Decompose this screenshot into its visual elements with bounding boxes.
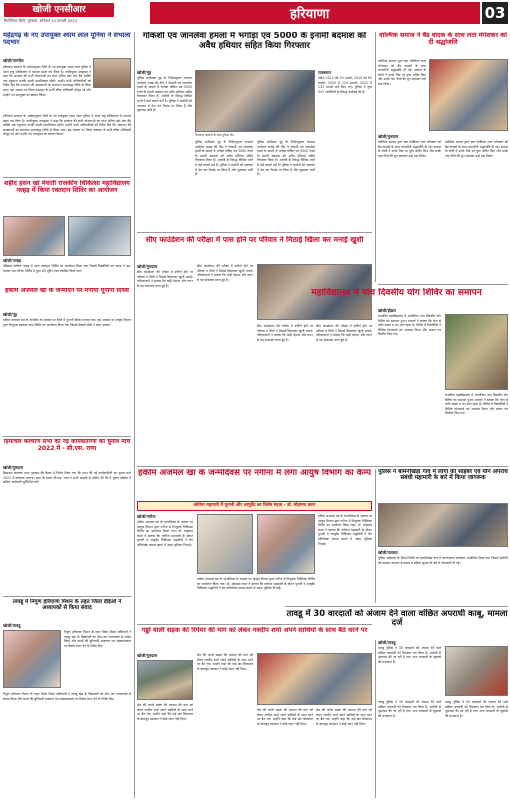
ca-body-col3: सीए फाउंडेशन की परीक्षा में उत्तीर्ण होने पर परिवार व मित्रों ने मिठाई खिलाकर खुशी मनाई। परिवारजनों ने बताया कि कड़ी मेहनत और लगन से यह सफलता प्राप्त हुई है। (257, 324, 313, 342)
teachers-meeting-photo (3, 630, 61, 688)
yoga-body-col2: राजकीय महाविद्यालय में आयोजित पांच दिवसीय योग शिविर का समापन हुआ। प्राचार्य ने बताया कि योग से शरीर स्वस्थ व मन शांत रहता है। शिविर में विद्यार्थियों ने विभिन्न योगासनों का अभ्यास किया और प्रमाण पत्र वितरित किए गए। (445, 393, 508, 416)
tavdu-headline: तावडू में 30 वारदातों को अंजाम देने वाला वांछित अपराधी काबू, मामला दर्ज (286, 609, 508, 628)
lead-body-col2: पुलिस अधीक्षक नूंह के निर्देशानुसार अपराध अन्वेषण शाखा की टीम ने गोकशी एवं जानलेवा हमले के मामले में भगोड़ा घोषित एवं 5000 रुपये के इनामी बदमाश को अवैध हथियार सहित गिरफ्तार किया है। आरोपी के विरुद्ध विभिन्न थानों में कई मामले दर्ज हैं। पुलिस ने आरोपी को अदालत में पेश कर रिमांड पर लिया है और पूछताछ जारी है। (195, 140, 253, 177)
yoga-story (378, 308, 508, 463)
article-body: हरियाणा सरकार के आदेशानुसार जिले के नए उपायुक्त श्याम लाल पूनिया ने आज लघु सचिवालय में पदभार ग्रहण कर लिया है। नवनियुक्त उपायुक्त ने कहा कि सरकार की सभी योजनाओं का लाभ अंतिम छोर तक बैठे व्यक्ति तक पहुंचाना उनकी पहली प्राथमिकता रहेगी। उन्होंने सभी अधिकारियों को निर्देश दिए कि आमजन की समस्याओं का समाधान समयबद्ध तरीके से किया जाए। इस अवसर पर जिला प्रशासन के सभी वरिष्ठ अधिकारी मौजूद रहे और उन्होंने नए उपायुक्त का स्वागत किया। (3, 65, 91, 97)
tavdu-body-col2: तावडू पुलिस ने 30 वारदातों को अंजाम देने वाले वांछित अपराधी को गिरफ्तार कर लिया है। आरोपी से पूछताछ की जा रही है तथा अन्य वारदातों के खुलासे की संभावना है। (378, 700, 441, 718)
yoga-headline-box (285, 288, 508, 306)
tavdu-story (378, 640, 508, 798)
divider (285, 606, 508, 607)
byline: खोजी/पलवल (378, 550, 398, 555)
byline: खोजी/तावडू (3, 623, 21, 628)
road-body-col4: क्षेत्र की जर्जर सड़क की मरम्मत की मांग को लेकर नवदीप शर्मा अपने साथियों के साथ धरने पर बैठ गए। उन्होंने कहा कि कई बार शिकायत के बावजूद प्रशासन ने कोई ध्यान नहीं दिया। (316, 708, 372, 726)
valmiki-body-col1: वाल्मिक समाज द्वारा स्वर कोकिला लता मंगेशकर को बैंड वादकों के साथ भावभीनी श्रद्धांजलि दी गई। समाज के लोगों ने उनके चित्र पर पुष्प अर्पित किए और उनके गाए गीतों की धुन बजाकर उन्हें याद किया। (378, 140, 441, 158)
ayush-banner (137, 501, 372, 511)
ayush-photo-2 (257, 514, 315, 574)
ayush-banner-text: कोरोना महामारी में यूनानी और आयुर्वेद का विशेष महत्व - डॉ. मोहम्मद कमर (193, 503, 316, 508)
valmiki-headline: वाल्मिक समाज ने बैंड वादक के साथ लता मंगेशकर को दी श्रद्धांजलि (379, 32, 507, 47)
article-body: हकीम अजमल खां के जन्मदिन के अवसर पर जिले में यूनानी दिवस मनाया गया। इस अवसर पर आयुष विभाग द्वारा निःशुल्क स्वास्थ्य जांच शिविर का आयोजन किया गया जिसमें सैकड़ों लोगों ने लाभ उठाया। (3, 318, 131, 327)
valmiki-story (378, 32, 508, 282)
tavdu-photo (445, 646, 508, 696)
column-divider (134, 32, 135, 798)
ca-body-col2: सीए फाउंडेशन की परीक्षा में उत्तीर्ण होने पर परिवार व मित्रों ने मिठाई खिलाकर खुशी मनाई। परिवारजनों ने बताया कि कड़ी मेहनत और लगन से यह सफलता प्राप्त हुई है। (197, 264, 253, 282)
tavdu-body-col3: तावडू पुलिस ने 30 वारदातों को अंजाम देने वाले वांछित अपराधी को गिरफ्तार कर लिया है। आरोपी से पूछताछ की जा रही है तथा अन्य वारदातों के खुलासे की संभावना है। (445, 700, 508, 718)
byline: खोजी/नूंह (137, 70, 152, 75)
road-photo-2 (257, 653, 372, 705)
police-photo (378, 503, 508, 547)
lead-headline: गोकशी एवं जानलेवा हमला में भगोड़ा एवं 5000 के इनामी बदमाश को अवैध हथियार सहित किया गिरफ्तार (142, 32, 367, 51)
byline: खोजी/नल्हड़ (3, 258, 21, 263)
road-body-col1: क्षेत्र की जर्जर सड़क की मरम्मत की मांग को लेकर नवदीप शर्मा अपने साथियों के साथ धरने पर बैठ गए। उन्होंने कहा कि कई बार शिकायत के बावजूद प्रशासन ने कोई ध्यान नहीं दिया। (137, 703, 193, 721)
ayush-headline: हकीम अजमल खां के जन्मदिवस पर नगीना में लगा आयुष विभाग का कैम्प (138, 469, 371, 478)
divider (137, 232, 372, 233)
road-photo-1 (137, 660, 193, 700)
byline: खोजी/होडल (378, 308, 396, 313)
byline: खोजी/गुरुग्राम (137, 264, 158, 269)
page-number: 03 (482, 2, 508, 24)
section-title: हरियाणा (290, 7, 330, 22)
blood-camp-photo-1 (3, 216, 65, 256)
article-body: मेडिकल कॉलेज नल्हड़ में आज रक्तदान शिविर का आयोजन किया गया जिसमें विद्यार्थियों एवं स्टाफ ने बढ़-चढ़कर भाग लिया। शिविर में कुल 85 यूनिट रक्त एकत्रित किया गया। (3, 264, 131, 273)
column-divider (375, 640, 376, 798)
collector-photo (93, 58, 131, 88)
blood-camp-photo-2 (68, 216, 131, 256)
road-body-col3: क्षेत्र की जर्जर सड़क की मरम्मत की मांग को लेकर नवदीप शर्मा अपने साथियों के साथ धरने पर बैठ गए। उन्होंने कहा कि कई बार शिकायत के बावजूद प्रशासन ने कोई ध्यान नहीं दिया। (257, 708, 313, 726)
headline-himachal-sabha: हिमाचल कल्याण सभा की नई कार्यकारिणी का चुनाव मार्च 2022 में - सी.एस. राणा (3, 439, 131, 452)
ayush-body-col3: हकीम अजमल खां के जन्मदिवस के अवसर पर आयुष विभाग द्वारा नगीना में निःशुल्क चिकित्सा शिविर का आयोजन किया गया। डॉ. मोहम्मद कमर ने बताया कि कोरोना महामारी के दौरान यूनानी व आयुर्वेद चिकित्सा पद्धतियों ने रोग प्रतिरोधक क्षमता बढ़ाने में अहम भूमिका निभाई। (318, 514, 372, 546)
divider (378, 284, 508, 285)
police-body: पुलिस अधीक्षक के दिशा-निर्देशों पर बामनीखेड़ा गांव में जागरूकता कार्यक्रम आयोजित किया गया जिसमें ग्रामीणों को साइबर अपराध से बचाव व महिला सुरक्षा के बारे में जानकारी दी गई। (378, 556, 508, 565)
headline-collector: महेंद्रगढ़ के नए उपायुक्त श्याम लाल पूनिया ने संभाला पदभार (3, 32, 131, 47)
column-divider (375, 32, 376, 282)
byline: खोजी/गुरुग्राम (137, 653, 158, 658)
headline-unani-day: हकीम अजमल खां के जन्मदिन पर मनाया यूनानी दिवस (5, 288, 129, 294)
dateline: मिलेनियम सिटी, गुरुग्राम, शनिवार 12 फरवरी 2022 (4, 18, 78, 23)
stats-sidebar (318, 70, 372, 226)
lead-photo-arrest (195, 70, 315, 132)
yoga-headline: महाविद्यालय में पांच दिवसीय योग शिविर का समापन (311, 288, 482, 298)
byline: खोजी/नारनौल (3, 58, 24, 63)
byline: खोजी/गुरुग्राम (3, 465, 24, 470)
byline: खोजी/नगीना (137, 514, 156, 519)
photo-caption: गिरफ्तार आरोपी के साथ पुलिस टीम (195, 133, 234, 137)
lead-body-col3: पुलिस अधीक्षक नूंह के निर्देशानुसार अपराध अन्वेषण शाखा की टीम ने गोकशी एवं जानलेवा हमले के मामले में भगोड़ा घोषित एवं 5000 रुपये के इनामी बदमाश को अवैध हथियार सहित गिरफ्तार किया है। आरोपी के विरुद्ध विभिन्न थानों में कई मामले दर्ज हैं। पुलिस ने आरोपी को अदालत में पेश कर रिमांड पर लिया है और पूछताछ जारी है। (257, 140, 315, 177)
ayush-camp-story (137, 469, 372, 621)
ayush-body-col1: हकीम अजमल खां के जन्मदिवस के अवसर पर आयुष विभाग द्वारा नगीना में निःशुल्क चिकित्सा शिविर का आयोजन किया गया। डॉ. मोहम्मद कमर ने बताया कि कोरोना महामारी के दौरान यूनानी व आयुर्वेद चिकित्सा पद्धतियों ने रोग प्रतिरोधक क्षमता बढ़ाने में अहम भूमिका निभाई। (137, 520, 193, 547)
valmiki-body: वाल्मिक समाज द्वारा स्वर कोकिला लता मंगेशकर को बैंड वादकों के साथ भावभीनी श्रद्धांजलि दी गई। समाज के लोगों ने उनके चित्र पर पुष्प अर्पित किए और उनके गाए गीतों की धुन बजाकर उन्हें याद किया। (378, 59, 426, 86)
ayush-body-col2: हकीम अजमल खां के जन्मदिवस के अवसर पर आयुष विभाग द्वारा नगीना में निःशुल्क चिकित्सा शिविर का आयोजन किया गया। डॉ. मोहम्मद कमर ने बताया कि कोरोना महामारी के दौरान यूनानी व आयुर्वेद चिकित्सा पद्धतियों ने रोग प्रतिरोधक क्षमता बढ़ाने में अहम भूमिका निभाई। (197, 577, 315, 591)
left-column (3, 32, 131, 798)
lead-story (137, 32, 372, 230)
valmiki-photo (429, 59, 508, 131)
lead-body-col1: पुलिस अधीक्षक नूंह के निर्देशानुसार अपराध अन्वेषण शाखा की टीम ने गोकशी एवं जानलेवा हमले के मामले में भगोड़ा घोषित एवं 5000 रुपये के इनामी बदमाश को अवैध हथियार सहित गिरफ्तार किया है। आरोपी के विरुद्ध विभिन्न थानों में कई मामले दर्ज हैं। पुलिस ने आरोपी को अदालत में पेश कर रिमांड पर लिया है और पूछताछ जारी है। (137, 76, 192, 113)
masthead-brand-area (0, 0, 150, 30)
byline: खोजी/गुरुग्राम (378, 134, 399, 139)
section-bar (150, 2, 480, 24)
tavdu-body-col1: तावडू पुलिस ने 30 वारदातों को अंजाम देने वाले वांछित अपराधी को गिरफ्तार कर लिया है। आरोपी से पूछताछ की जा रही है तथा अन्य वारदातों के खुलासे की संभावना है। (378, 646, 441, 664)
sidebar-body: अप्रैल 2015 को 20 मामले; 2019 को 65 मामले; 2020 में 124 मामले; 2021 में 243 मामले दर्ज किए गए। पुलिस ने कुल 547 आरोपियों के विरुद्ध कार्रवाई की है। (318, 76, 372, 94)
divider (3, 436, 131, 437)
divider (3, 177, 131, 178)
newspaper-logo: खोजी एनसीआर (4, 3, 114, 17)
divider (3, 596, 131, 597)
ca-headline: सीए फाउंडेशन की परीक्षा में पास होने पर परिवार ने मिठाई खिला कर मनाई खुशी (145, 236, 364, 244)
headline-blood-camp: शहीद हसन खां मेवाती राजकीय चिकित्सा महाविद्यालय नल्हड़ में किया रक्तदान शिविर का आयोजन (4, 180, 130, 195)
ca-body-col1: सीए फाउंडेशन की परीक्षा में उत्तीर्ण होने पर परिवार व मित्रों ने मिठाई खिलाकर खुशी मनाई। परिवारजनों ने बताया कि कड़ी मेहनत और लगन से यह सफलता प्राप्त हुई है। (137, 270, 193, 288)
yoga-photo (445, 314, 508, 390)
sidebar-title: राजस्थान (318, 70, 331, 75)
police-headline: पुलिस ने बामनीखेड़ा गांव में लोगों को साइबर एवं यौन अपराध संबंधी महामारी के बारे में किया जागरूक (378, 469, 508, 482)
ayush-photo-1 (197, 514, 253, 574)
divider (137, 466, 508, 467)
byline: खोजी/नूंह (3, 312, 18, 317)
article-body-cont: निपुण हरियाणा मिशन के तहत जिला शिक्षा अधिकारी ने तावडू खंड के विद्यालयों का दौरा कर अध्यापकों से संवाद किया और बच्चों की बुनियादी साक्षरता एवं संख्यात्मकता पर विशेष ध्यान देने के निर्देश दिए। (3, 692, 131, 701)
article-body: निपुण हरियाणा मिशन के तहत जिला शिक्षा अधिकारी ने तावडू खंड के विद्यालयों का दौरा कर अध्यापकों से संवाद किया और बच्चों की बुनियादी साक्षरता एवं संख्यात्मकता पर विशेष ध्यान देने के निर्देश दिए। (64, 630, 131, 648)
road-headline: गड्ढों वाली सड़क की रिपेयर की मांग को लेकर नवदीप शर्मा अपने साथियों के साथ बैठे धरने पर (141, 627, 368, 634)
road-body-col2: क्षेत्र की जर्जर सड़क की मरम्मत की मांग को लेकर नवदीप शर्मा अपने साथियों के साथ धरने पर बैठ गए। उन्होंने कहा कि कई बार शिकायत के बावजूद प्रशासन ने कोई ध्यान नहीं दिया। (197, 653, 253, 671)
masthead (0, 0, 510, 30)
headline-nipun-haryana: तावडू में निपुण हरियाणा मिशन के तहत जिला डीईओ ने अध्यापकों से किया संवाद (12, 599, 122, 612)
byline: खोजी/तावडू (378, 640, 396, 645)
tavdu-headline-box (286, 609, 508, 635)
ca-body-col4: सीए फाउंडेशन की परीक्षा में उत्तीर्ण होने पर परिवार व मित्रों ने मिठाई खिलाकर खुशी मनाई। परिवारजनों ने बताया कि कड़ी मेहनत और लगन से यह सफलता प्राप्त हुई है। (316, 324, 372, 342)
article-body-cont: हरियाणा सरकार के आदेशानुसार जिले के नए उपायुक्त श्याम लाल पूनिया ने आज लघु सचिवालय में पदभार ग्रहण कर लिया है। नवनियुक्त उपायुक्त ने कहा कि सरकार की सभी योजनाओं का लाभ अंतिम छोर तक बैठे व्यक्ति तक पहुंचाना उनकी पहली प्राथमिकता रहेगी। उन्होंने सभी अधिकारियों को निर्देश दिए कि आमजन की समस्याओं का समाधान समयबद्ध तरीके से किया जाए। इस अवसर पर जिला प्रशासन के सभी वरिष्ठ अधिकारी मौजूद रहे और उन्होंने नए उपायुक्त का स्वागत किया। (3, 114, 131, 137)
yoga-body-col1: राजकीय महाविद्यालय में आयोजित पांच दिवसीय योग शिविर का समापन हुआ। प्राचार्य ने बताया कि योग से शरीर स्वस्थ व मन शांत रहता है। शिविर में विद्यार्थियों ने विभिन्न योगासनों का अभ्यास किया और प्रमाण पत्र वितरित किए गए। (378, 314, 441, 337)
column-divider (375, 469, 376, 603)
valmiki-body-col2: वाल्मिक समाज द्वारा स्वर कोकिला लता मंगेशकर को बैंड वादकों के साथ भावभीनी श्रद्धांजलि दी गई। समाज के लोगों ने उनके चित्र पर पुष्प अर्पित किए और उनके गाए गीतों की धुन बजाकर उन्हें याद किया। (445, 140, 508, 158)
road-protest-story (137, 627, 372, 798)
police-story (378, 469, 508, 603)
ca-story (137, 236, 372, 464)
article-body: हिमाचल कल्याण सभा गुरुग्राम की बैठक में निर्णय लिया गया कि सभा की नई कार्यकारिणी का चुनाव मार्च 2022 में करवाया जाएगा। सभा के प्रधान सी.एस. राणा ने सभी सदस्यों से अपील की कि वे चुनाव प्रक्रिया में सक्रिय भागीदारी सुनिश्चित करें। (3, 471, 131, 485)
